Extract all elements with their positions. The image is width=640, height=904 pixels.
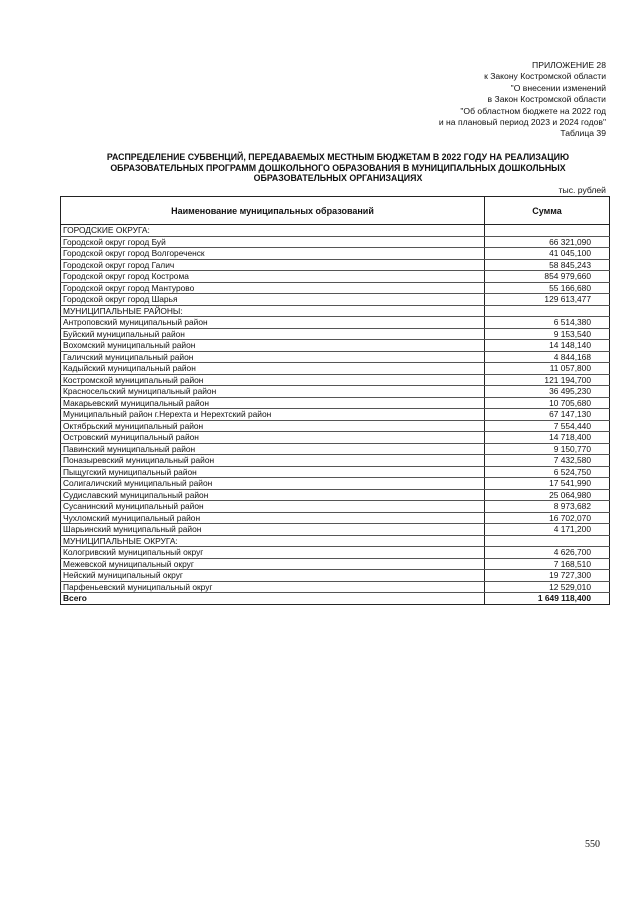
appendix-line: "Об областном бюджете на 2022 год (460, 105, 606, 116)
page-number: 550 (585, 839, 600, 850)
title-line: ОБРАЗОВАТЕЛЬНЫХ ОРГАНИЗАЦИЯХ (253, 173, 423, 184)
cell-name: Межевской муниципальный округ (61, 558, 485, 570)
table-row (61, 512, 610, 524)
cell-name: Городской округ город Мантурово (61, 282, 485, 294)
cell-amount: 7 168,510 (485, 558, 610, 570)
cell-name: Солигаличский муниципальный район (61, 478, 485, 490)
cell-amount: 41 045,100 (485, 248, 610, 260)
table-row (61, 351, 610, 363)
table-row (61, 363, 610, 375)
unit-label: тыс. рублей (558, 185, 606, 195)
cell-amount: 14 148,140 (485, 340, 610, 352)
table-row (61, 282, 610, 294)
cell-name: Нейский муниципальный округ (61, 570, 485, 582)
column-header-name: Наименование муниципальных образований (61, 197, 485, 225)
cell-amount: 129 613,477 (485, 294, 610, 306)
cell-name: Чухломский муниципальный район (61, 512, 485, 524)
cell-name: ГОРОДСКИЕ ОКРУГА: (61, 225, 485, 237)
cell-name: Островский муниципальный район (61, 432, 485, 444)
table-row (61, 558, 610, 570)
section-row (61, 305, 610, 317)
subsidy-table (60, 196, 610, 605)
table-row (61, 432, 610, 444)
document-title (70, 152, 606, 184)
table-row (61, 455, 610, 467)
table-row (61, 547, 610, 559)
table-row (61, 489, 610, 501)
cell-name: Шарьинский муниципальный район (61, 524, 485, 536)
cell-name: Городской округ город Галич (61, 259, 485, 271)
table-row (61, 409, 610, 421)
cell-amount (485, 535, 610, 547)
cell-amount: 7 554,440 (485, 420, 610, 432)
total-row (61, 593, 610, 605)
cell-name: Октябрьский муниципальный район (61, 420, 485, 432)
appendix-block (439, 60, 606, 140)
cell-name: Судиславский муниципальный район (61, 489, 485, 501)
table-row (61, 443, 610, 455)
table-row (61, 271, 610, 283)
table-row (61, 236, 610, 248)
cell-name: Городской округ город Буй (61, 236, 485, 248)
cell-name: Пыщугский муниципальный район (61, 466, 485, 478)
cell-name: Парфеньевский муниципальный округ (61, 581, 485, 593)
table-row (61, 524, 610, 536)
cell-amount: 66 321,090 (485, 236, 610, 248)
table-row (61, 294, 610, 306)
cell-amount: 16 702,070 (485, 512, 610, 524)
appendix-line: и на плановый период 2023 и 2024 годов" (438, 117, 606, 128)
cell-amount: 10 705,680 (485, 397, 610, 409)
table-row (61, 374, 610, 386)
table-row (61, 328, 610, 340)
appendix-line: Таблица 39 (560, 128, 606, 139)
cell-amount: 9 153,540 (485, 328, 610, 340)
table-row (61, 259, 610, 271)
cell-name: Макарьевский муниципальный район (61, 397, 485, 409)
cell-name: Антроповский муниципальный район (61, 317, 485, 329)
column-header-amount: Сумма (485, 197, 610, 225)
table-row (61, 478, 610, 490)
table-row (61, 581, 610, 593)
cell-amount: 12 529,010 (485, 581, 610, 593)
cell-amount: 6 524,750 (485, 466, 610, 478)
cell-amount: 4 171,200 (485, 524, 610, 536)
cell-name: МУНИЦИПАЛЬНЫЕ ОКРУГА: (61, 535, 485, 547)
cell-amount: 19 727,300 (485, 570, 610, 582)
cell-name: Муниципальный район г.Нерехта и Нерехтский район (61, 409, 485, 421)
cell-amount: 11 057,800 (485, 363, 610, 375)
table-body (61, 225, 610, 605)
section-row (61, 225, 610, 237)
cell-amount: 67 147,130 (485, 409, 610, 421)
cell-amount: 4 626,700 (485, 547, 610, 559)
title-line: РАСПРЕДЕЛЕНИЕ СУБВЕНЦИЙ, ПЕРЕДАВАЕМЫХ МЕСТНЫМ БЮДЖЕТАМ В 2022 ГОДУ НА РЕАЛИЗАЦИЮ (106, 152, 570, 162)
appendix-line: к Закону Костромской области (484, 71, 606, 82)
cell-name: Всего (61, 593, 485, 605)
section-row (61, 535, 610, 547)
title-line: ОБРАЗОВАТЕЛЬНЫХ ПРОГРАММ ДОШКОЛЬНОГО ОБРАЗОВАНИЯ В МУНИЦИПАЛЬНЫХ ДОШКОЛЬНЫХ (110, 162, 566, 173)
cell-amount: 8 973,682 (485, 501, 610, 513)
table-row (61, 317, 610, 329)
table-row (61, 386, 610, 398)
table-row (61, 466, 610, 478)
table-row (61, 397, 610, 409)
table-row (61, 420, 610, 432)
cell-name: Красносельский муниципальный район (61, 386, 485, 398)
appendix-line: "О внесении изменений (510, 82, 606, 93)
cell-amount: 1 649 118,400 (485, 593, 610, 605)
cell-amount (485, 225, 610, 237)
cell-name: Городской округ город Кострома (61, 271, 485, 283)
cell-amount: 17 541,990 (485, 478, 610, 490)
table-row (61, 340, 610, 352)
cell-name: Кологривский муниципальный округ (61, 547, 485, 559)
cell-name: Поназыревский муниципальный район (61, 455, 485, 467)
table-row (61, 570, 610, 582)
cell-name: Вохомский муниципальный район (61, 340, 485, 352)
cell-amount: 9 150,770 (485, 443, 610, 455)
cell-name: Городской округ город Шарья (61, 294, 485, 306)
table-row (61, 248, 610, 260)
cell-amount: 36 495,230 (485, 386, 610, 398)
cell-name: Костромской муниципальный район (61, 374, 485, 386)
cell-name: МУНИЦИПАЛЬНЫЕ РАЙОНЫ: (61, 305, 485, 317)
cell-amount: 25 064,980 (485, 489, 610, 501)
cell-amount: 6 514,380 (485, 317, 610, 329)
cell-amount (485, 305, 610, 317)
cell-name: Кадыйский муниципальный район (61, 363, 485, 375)
cell-name: Буйский муниципальный район (61, 328, 485, 340)
cell-amount: 58 845,243 (485, 259, 610, 271)
cell-name: Городской округ город Волгореченск (61, 248, 485, 260)
appendix-line: в Закон Костромской области (487, 94, 606, 105)
cell-name: Сусанинский муниципальный район (61, 501, 485, 513)
appendix-line: ПРИЛОЖЕНИЕ 28 (532, 60, 606, 70)
cell-amount: 121 194,700 (485, 374, 610, 386)
cell-amount: 854 979,660 (485, 271, 610, 283)
cell-name: Павинский муниципальный район (61, 443, 485, 455)
table-header-row (61, 197, 610, 225)
table-row (61, 501, 610, 513)
cell-amount: 55 166,680 (485, 282, 610, 294)
cell-amount: 7 432,580 (485, 455, 610, 467)
cell-amount: 4 844,168 (485, 351, 610, 363)
cell-name: Галичский муниципальный район (61, 351, 485, 363)
cell-amount: 14 718,400 (485, 432, 610, 444)
